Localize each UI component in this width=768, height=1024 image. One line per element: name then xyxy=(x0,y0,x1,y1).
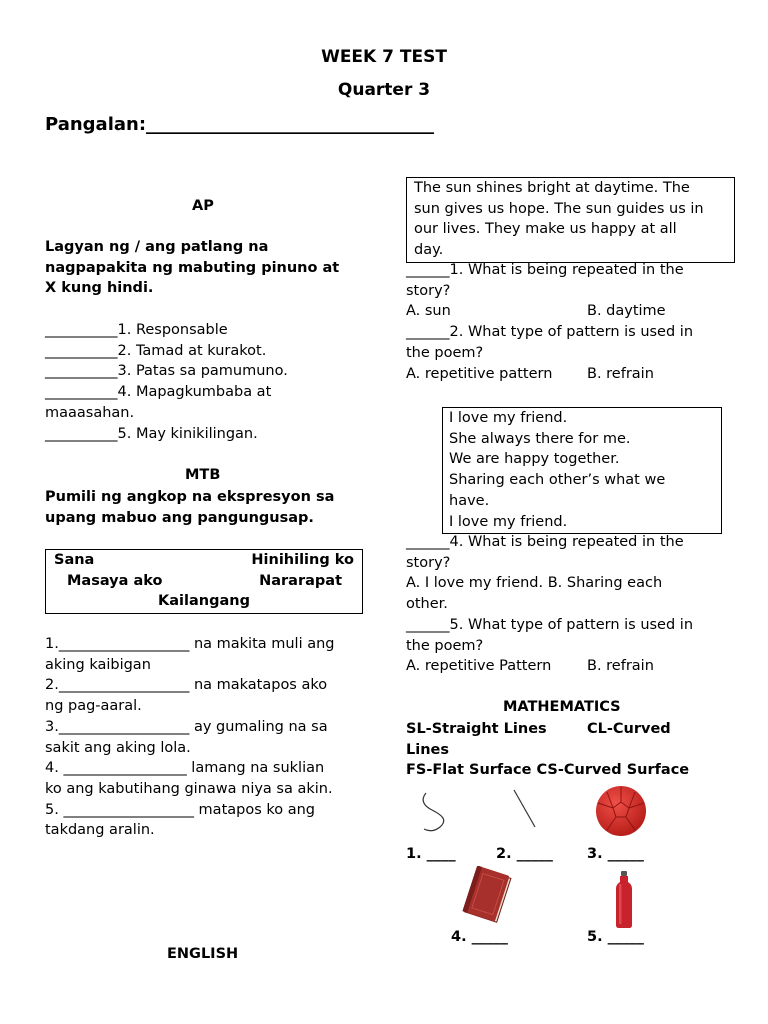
ap-item-continuation: maaasahan. xyxy=(45,404,135,421)
book-icon xyxy=(458,866,516,928)
expression-choices-box xyxy=(45,549,363,614)
legend-straight-lines: SL-Straight Lines xyxy=(406,721,547,737)
ap-item[interactable]: __________4. Mapagkumbaba at xyxy=(45,384,272,401)
curved-line-icon xyxy=(418,790,452,836)
mtb-heading: MTB xyxy=(185,467,221,483)
option-b[interactable]: B. daytime xyxy=(587,303,666,320)
question-4-options-continuation: other. xyxy=(406,596,448,613)
question-5-continuation: the poem? xyxy=(406,637,484,654)
poem-line: Sharing each other’s what we xyxy=(449,472,666,489)
question-4-continuation: story? xyxy=(406,554,451,571)
ap-instruction-line: Lagyan ng / ang patlang na xyxy=(45,239,269,255)
question-1-continuation: story? xyxy=(406,282,451,299)
mtb-item-continuation: aking kaibigan xyxy=(45,656,151,673)
choice-masaya-ako: Masaya ako xyxy=(67,572,163,589)
mtb-instruction-line: upang mabuo ang pangungusap. xyxy=(45,509,314,526)
choice-nararapat: Nararapat xyxy=(259,572,342,589)
choice-kailangang: Kailangang xyxy=(158,593,250,609)
legend-lines: Lines xyxy=(406,741,449,758)
quarter-label: Quarter 3 xyxy=(337,80,431,100)
mtb-item-continuation: sakit ang aking lola. xyxy=(45,739,191,756)
question-4[interactable]: ______4. What is being repeated in the xyxy=(406,534,684,550)
ap-instruction-line: nagpapakita ng mabuting pinuno at xyxy=(45,259,340,276)
answer-blank-1[interactable]: 1. ____ xyxy=(406,846,456,862)
option-b[interactable]: B. refrain xyxy=(587,365,654,382)
ap-instruction-line: X kung hindi. xyxy=(45,280,154,297)
question-5-options xyxy=(406,656,736,677)
poem-line: We are happy together. xyxy=(449,451,620,468)
mtb-item-continuation: takdang aralin. xyxy=(45,822,155,839)
mtb-instructions xyxy=(45,487,365,528)
ap-item[interactable]: __________3. Patas sa pamumuno. xyxy=(45,363,288,380)
answer-blank-5[interactable]: 5. _____ xyxy=(587,929,644,945)
legend-curved: CL-Curved xyxy=(587,721,671,737)
option-a[interactable]: A. sun xyxy=(406,303,451,320)
test-title: WEEK 7 TEST xyxy=(321,47,447,67)
ball-icon xyxy=(594,784,648,838)
poem-line: She always there for me. xyxy=(449,430,631,447)
question-5[interactable]: ______5. What type of pattern is used in xyxy=(406,616,694,633)
ap-heading: AP xyxy=(192,198,214,214)
question-2-options xyxy=(406,364,736,385)
mtb-item[interactable]: 3.__________________ ay gumaling na sa xyxy=(45,718,328,735)
mtb-item-continuation: ng pag-aaral. xyxy=(45,698,142,715)
passage-line: The sun shines bright at daytime. The xyxy=(414,180,690,196)
question-4-options[interactable]: A. I love my friend. B. Sharing each xyxy=(406,575,663,592)
passage-line: sun gives us hope. The sun guides us in xyxy=(414,200,704,217)
questions-4-5 xyxy=(406,532,736,677)
math-legend xyxy=(406,719,736,781)
poem-line: I love my friend. xyxy=(449,410,568,426)
poem-line: have. xyxy=(449,492,490,509)
question-1[interactable]: ______1. What is being repeated in the xyxy=(406,262,684,278)
poem-line: I love my friend. xyxy=(449,513,568,530)
ap-instructions xyxy=(45,237,365,299)
ap-items xyxy=(45,320,365,444)
passage-line: our lives. They make us happy at all xyxy=(414,221,677,238)
sun-passage-box xyxy=(406,177,735,263)
math-heading: MATHEMATICS xyxy=(503,699,621,715)
choice-sana: Sana xyxy=(54,552,95,568)
english-heading: ENGLISH xyxy=(167,946,239,962)
ap-item[interactable]: __________5. May kinikilingan. xyxy=(45,425,258,442)
mtb-item[interactable]: 4. _________________ lamang na suklian xyxy=(45,760,325,777)
mtb-item[interactable]: 5. __________________ matapos ko ang xyxy=(45,801,316,818)
mtb-items xyxy=(45,634,365,841)
bottle-icon xyxy=(613,870,635,930)
mtb-item[interactable]: 1.__________________ na makita muli ang xyxy=(45,636,335,652)
option-a[interactable]: A. repetitive pattern xyxy=(406,365,553,382)
mtb-item[interactable]: 2.__________________ na makatapos ako xyxy=(45,677,328,694)
poem-box xyxy=(442,407,722,534)
math-legend-line xyxy=(406,719,736,740)
ap-item[interactable]: __________2. Tamad at kurakot. xyxy=(45,342,267,359)
straight-line-icon xyxy=(510,788,538,830)
legend-surfaces: FS-Flat Surface CS-Curved Surface xyxy=(406,762,690,779)
choice-hinihiling-ko: Hinihiling ko xyxy=(251,552,354,568)
answer-blank-3[interactable]: 3. _____ xyxy=(587,846,644,862)
question-1-options xyxy=(406,301,736,322)
question-2-continuation: the poem? xyxy=(406,344,484,361)
mtb-item-continuation: ko ang kabutihang ginawa niya sa akin. xyxy=(45,780,333,797)
passage-line: day. xyxy=(414,242,444,259)
option-a[interactable]: A. repetitive Pattern xyxy=(406,658,552,675)
questions-1-2 xyxy=(406,260,736,384)
answer-blank-2[interactable]: 2. _____ xyxy=(496,846,553,862)
mtb-instruction-line: Pumili ng angkop na ekspresyon sa xyxy=(45,489,335,505)
option-b[interactable]: B. refrain xyxy=(587,658,654,675)
ap-item[interactable]: __________1. Responsable xyxy=(45,322,228,338)
name-field[interactable]: Pangalan:________________________________ xyxy=(45,114,435,135)
answer-blank-4[interactable]: 4. _____ xyxy=(451,929,508,945)
question-2[interactable]: ______2. What type of pattern is used in xyxy=(406,324,694,341)
